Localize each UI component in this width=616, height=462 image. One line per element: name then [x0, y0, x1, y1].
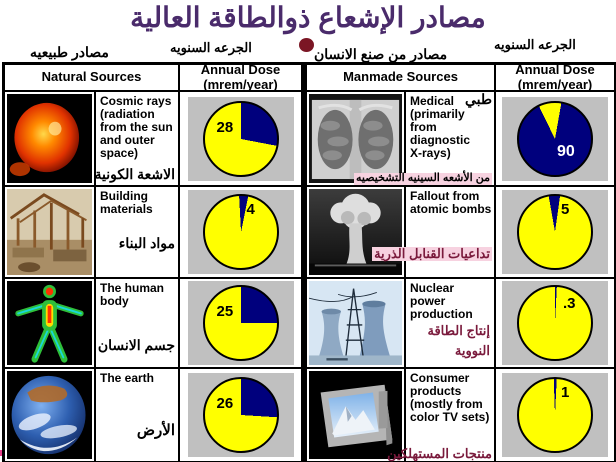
dose-value: 4	[246, 201, 255, 218]
fallout-text-cell	[374, 186, 495, 278]
construction-photo	[7, 189, 92, 275]
manmade-sources-header-label: Manmade Sources	[343, 69, 458, 85]
medical-arabic-note: من الأشعه السينيه التشخيصيه	[356, 172, 490, 185]
building-materials-text-cell	[95, 186, 179, 278]
pie-frame	[188, 373, 294, 457]
annual-dose-arabic-label-left: الجرعه السنويه	[170, 40, 252, 55]
pie-frame	[502, 373, 608, 457]
source-title: Cosmic rays (radiation from the sun and outer space)	[100, 94, 173, 160]
consumer-products-pie-chart	[517, 377, 593, 453]
manmade-sources-header	[306, 64, 495, 91]
source-title: The human body	[100, 281, 165, 308]
sun-photo	[7, 94, 92, 183]
natural-sources-arabic-label: مصادر طبيعيه	[30, 44, 109, 60]
source-title: The earth	[100, 371, 155, 385]
cosmic-rays-image-cell	[4, 91, 95, 186]
human-body-image-cell	[4, 278, 95, 368]
source-title-arabic: مواد البناء	[118, 234, 175, 251]
earth-image-cell	[4, 368, 95, 462]
thermal-body-photo	[7, 281, 92, 365]
building-materials-image-cell	[4, 186, 95, 278]
source-title: Building materials	[100, 189, 153, 216]
fallout-image-cell	[306, 186, 405, 278]
cosmic-rays-dose-cell	[179, 91, 302, 186]
earth-photo	[7, 371, 92, 459]
chest-xray-photo	[309, 94, 402, 183]
medical-dose-cell	[495, 91, 615, 186]
consumer-text-cell	[387, 368, 495, 462]
nuclear-pie-chart	[517, 285, 593, 361]
nuclear-text-cell	[405, 278, 495, 368]
source-title: Nuclear power production	[410, 281, 473, 321]
manmade-sources-table	[304, 62, 616, 462]
dose-value: 25	[216, 303, 234, 320]
slide-title: مصادر الإشعاع ذوالطاقة العالية	[130, 2, 486, 33]
natural-annual-dose-header	[179, 64, 302, 91]
natural-sources-header-label: Natural Sources	[41, 69, 142, 85]
earth-dose-cell	[179, 368, 302, 462]
cosmic-rays-text-cell	[95, 91, 179, 186]
annual-dose-line2: (mrem/year)	[203, 76, 278, 92]
dose-value: 28	[216, 118, 234, 136]
fallout-dose-cell	[495, 186, 615, 278]
source-title-arabic: الأرض	[136, 421, 175, 439]
annual-dose-line2: (mrem/year)	[517, 76, 593, 92]
source-title: Medical (primarily from diagnostic X-rays)	[410, 94, 471, 160]
annual-dose-arabic-label-right: الجرعه السنويه	[494, 37, 576, 52]
natural-sources-table	[2, 62, 304, 462]
manmade-sources-arabic-label: مصادر من صنع الانسان	[314, 46, 448, 62]
mushroom-cloud-photo	[309, 189, 402, 275]
annual-dose-line1: Annual Dose	[515, 62, 595, 78]
fallout-arabic-label: تداعيات القنابل الذرية	[374, 245, 490, 261]
earth-pie-chart	[203, 377, 279, 453]
building-materials-dose-cell	[179, 186, 302, 278]
natural-sources-header	[4, 64, 179, 91]
medical-arabic-label: طبي	[464, 91, 492, 107]
pie-frame	[502, 281, 608, 365]
pie-frame	[188, 190, 294, 274]
cosmic-rays-pie-chart	[203, 101, 279, 177]
pie-frame	[502, 190, 608, 274]
pie-frame	[188, 281, 294, 365]
source-title: Fallout from atomic bombs	[410, 189, 492, 216]
consumer-dose-cell	[495, 368, 615, 462]
manmade-annual-dose-header	[495, 64, 615, 91]
pie-frame	[502, 97, 608, 181]
human-body-text-cell	[95, 278, 179, 368]
annual-dose-line1: Annual Dose	[200, 62, 281, 78]
nuclear-plant-photo	[309, 281, 402, 365]
medical-text-cell	[356, 91, 495, 186]
dose-value: 1	[561, 384, 570, 401]
source-title-arabic: جسم الانسان	[97, 336, 175, 353]
building-materials-pie-chart	[203, 194, 279, 270]
nuclear-dose-cell	[495, 278, 615, 368]
dose-value: 5	[561, 201, 570, 218]
source-title-arabic: الاشعة الكونية	[94, 165, 175, 182]
human-body-pie-chart	[203, 285, 279, 361]
earth-text-cell	[95, 368, 179, 462]
medical-pie-chart	[517, 101, 593, 177]
nuclear-image-cell	[306, 278, 405, 368]
source-title: Consumer products (mostly from color TV sets)	[410, 371, 490, 424]
nuclear-arabic-label: إنتاج الطاقة النووية	[427, 323, 490, 359]
dose-value: 26	[216, 395, 234, 412]
pie-frame	[188, 97, 294, 181]
dose-value: .3	[563, 295, 576, 312]
dose-value: 90	[557, 142, 575, 160]
consumer-arabic-label: منتجات المستهلكين	[387, 445, 492, 461]
fallout-pie-chart	[517, 194, 593, 270]
red-dot-marker	[299, 38, 314, 52]
human-body-dose-cell	[179, 278, 302, 368]
